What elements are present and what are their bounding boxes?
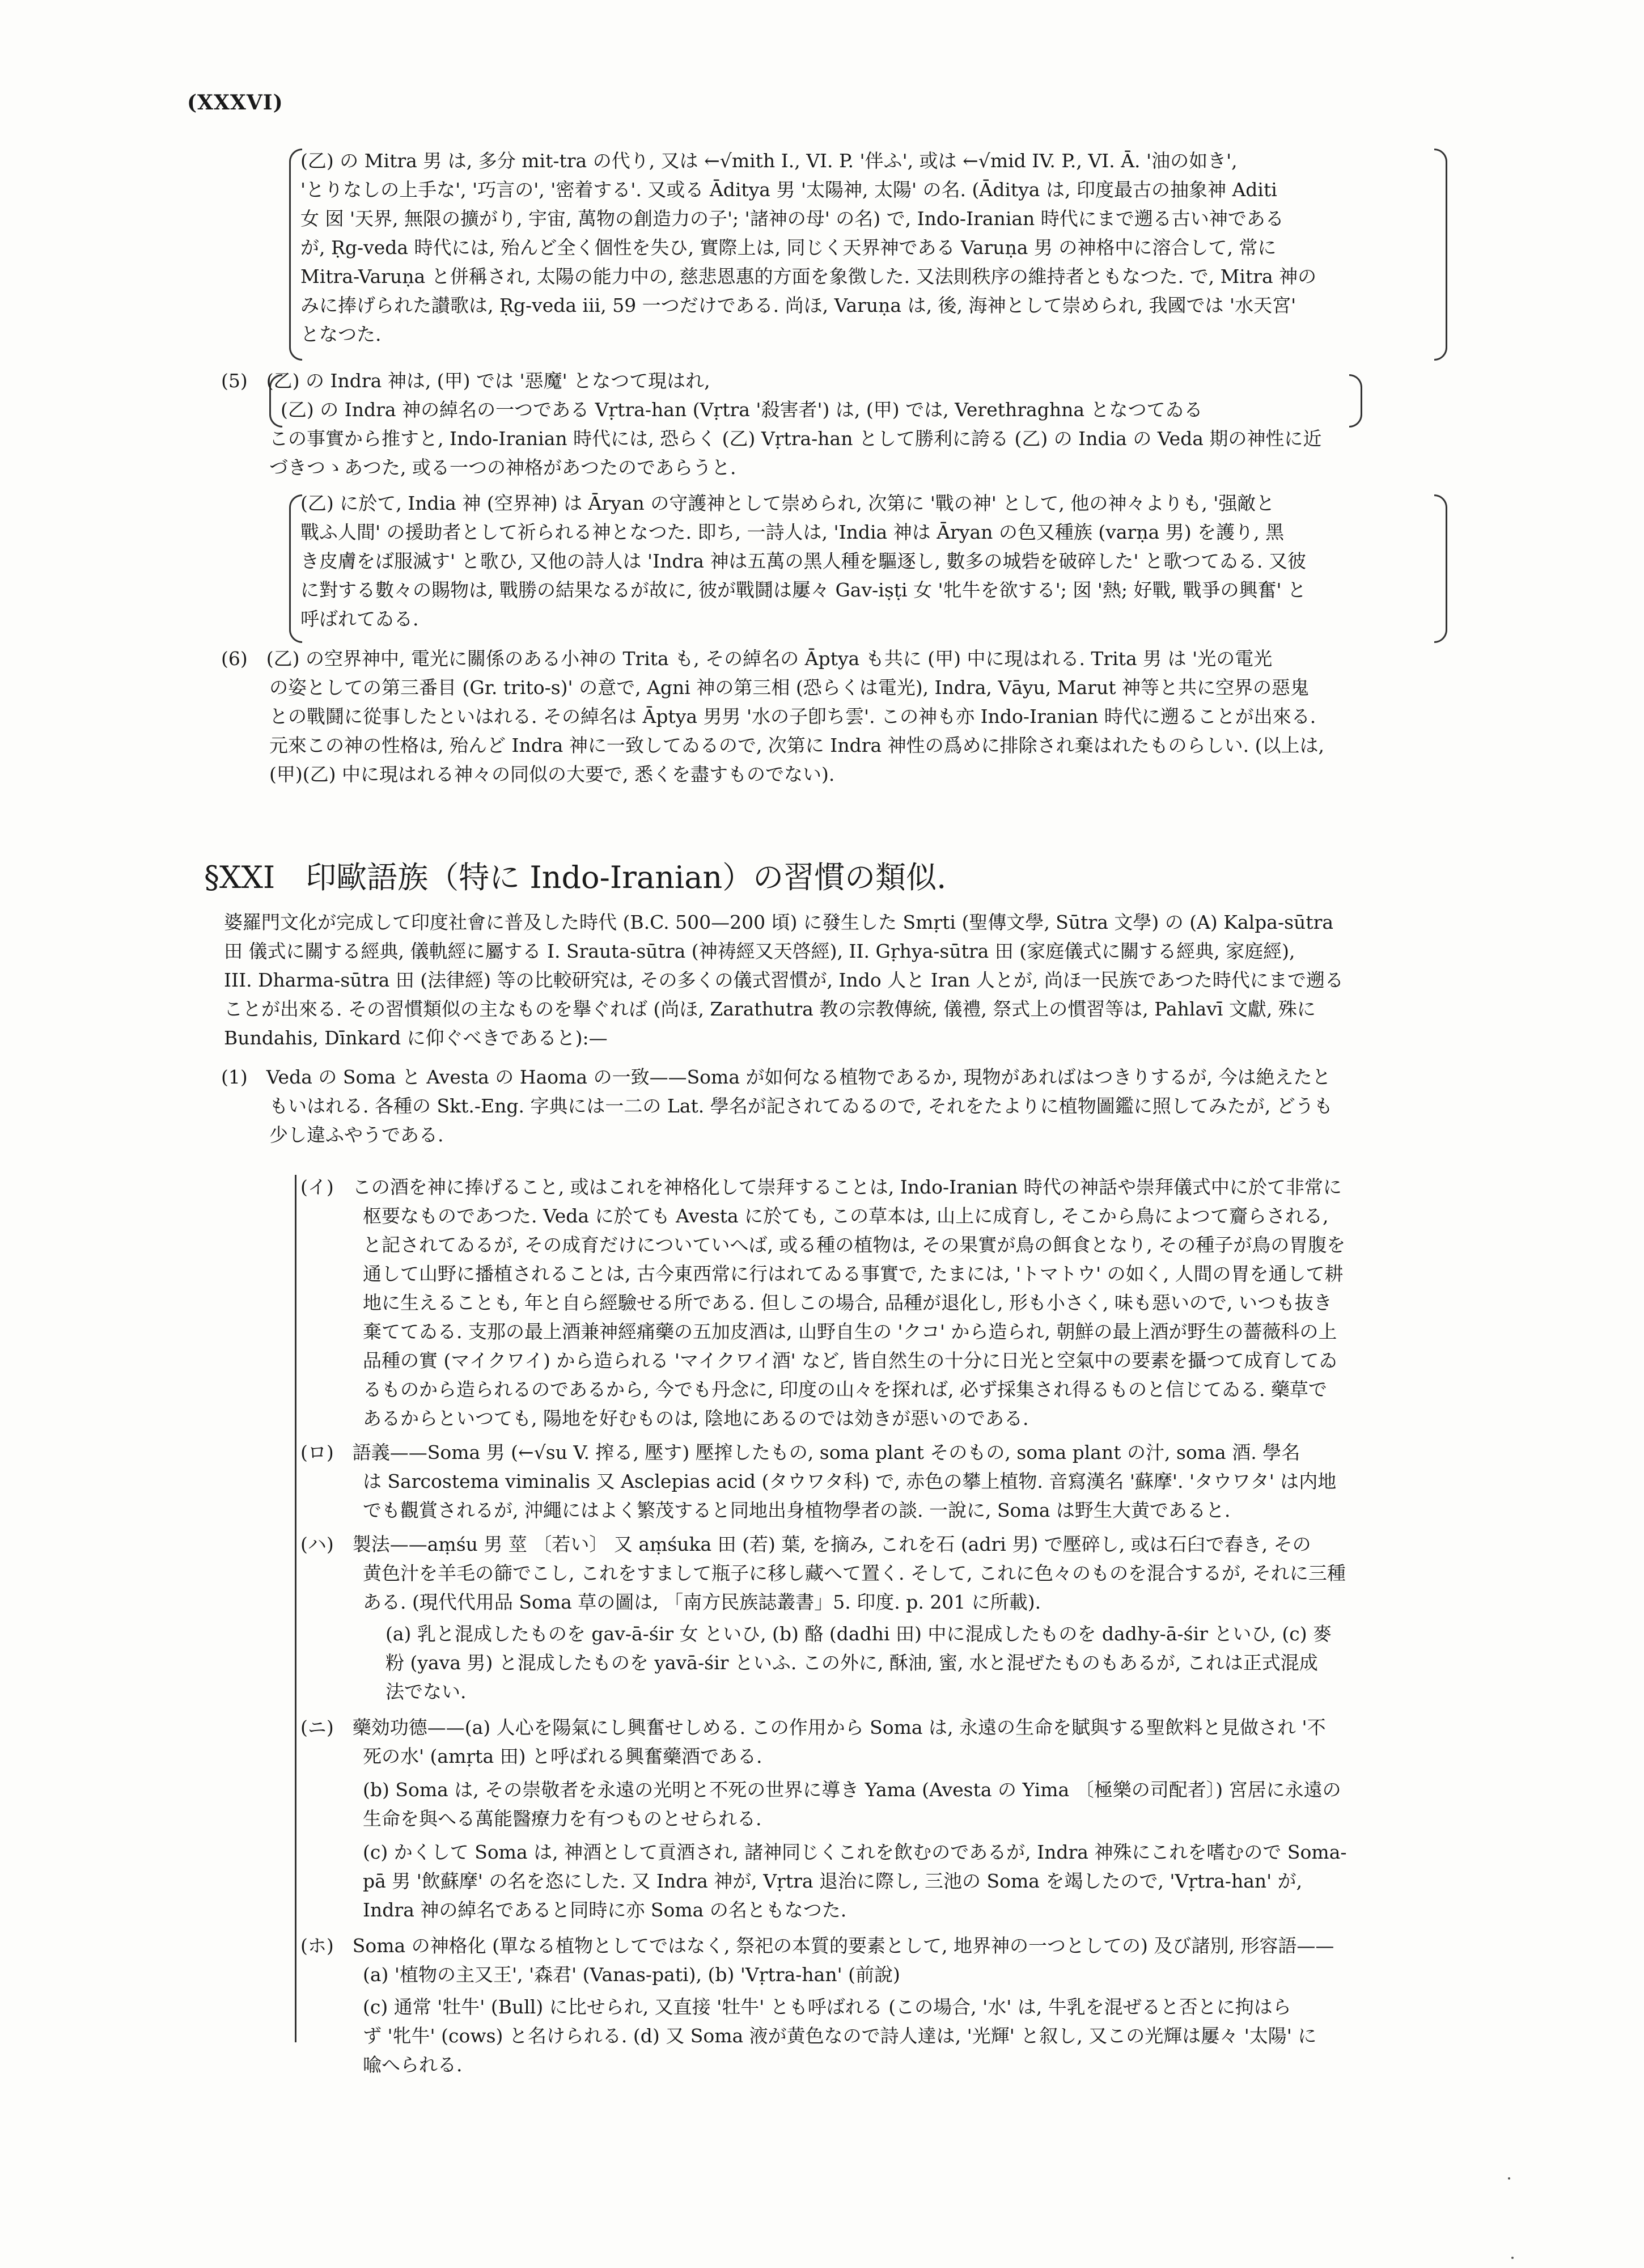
text-line: 法でない. — [385, 1681, 467, 1703]
text-line: づきつゝあつた, 或る一つの神格があつたのであらうと. — [269, 456, 736, 479]
text-line: 通して山野に播植されることは, 古今東西常に行はれてゐる事實で, たまには, 'トマトウ' の如く, 人間の胃を通して耕 — [363, 1263, 1344, 1285]
text-line: (ニ) 藥効功德——(a) 人心を陽氣にし興奮せしめる. この作用から Soma は, 永遠の生命を賦與する聖飲料と見做され '不 — [300, 1716, 1326, 1738]
text-line: は Sarcostema viminalis 又 Asclepias acid (タウワタ科) で, 赤色の攀上植物. 音寫漢名 '蘇摩'. 'タウワタ' は内地 — [363, 1470, 1337, 1492]
text-line: (ホ) Soma の神格化 (單なる植物としてではなく, 祭祀の本質的要素として, 地界神の一つとしての) 及び諸別, 形容語—— — [300, 1935, 1334, 1957]
text-line: この事實から推すと, Indo-Iranian 時代には, 恐らく (乙) Vṛtra-han として勝利に誇る (乙) の India の Veda 期の神性に近 — [269, 428, 1322, 450]
text-line: ず '牝牛' (cows) と名けられる. (d) 又 Soma 液が黄色なので詩人達は, '光輝' と叙し, 又この光輝は屢々 '太陽' に — [363, 2025, 1317, 2047]
text-line: 戰ふ人間' の援助者として祈られる神となつた. 即ち, 一詩人は, 'India 神は Āryan の色又種族 (varṇa 男) を護り, 黑 — [300, 521, 1285, 543]
text-line: (イ) この酒を神に捧げること, 或はこれを神格化して崇拜することは, Indo-Iranian 時代の神話や崇拜儀式中に於て非常に — [300, 1176, 1342, 1198]
text-line: 田 儀式に關する經典, 儀軌經に屬する I. Srauta-sūtra (神祷經又天啓經), II. Gṛhya-sūtra 田 (家庭儀式に關する經典, 家庭經), — [224, 940, 1295, 962]
text-line: 'とりなしの上手な', '巧言の', '密着する'. 又或る Āditya 男 '太陽神, 太陽' の名. (Āditya は, 印度最古の抽象神 Aditi — [300, 179, 1277, 201]
text-line: Indra 神の綽名であると同時に亦 Soma の名ともなつた. — [363, 1899, 847, 1921]
text-line: 黄色汁を羊毛の篩でこし, これをすまして瓶子に移し藏へて置く. そして, これに色々のものを混合するが, それに三種 — [363, 1562, 1346, 1584]
text-line: が, Ṛg-veda 時代には, 殆んど全く個性を失ひ, 實際上は, 同じく天界神である Varuṇa 男 の神格中に溶合して, 常に — [300, 236, 1277, 259]
text-line: もいはれる. 各種の Skt.-Eng. 字典には一二の Lat. 學名が記されてゐるので, それをたよりに植物圖鑑に照してみたが, どうも — [269, 1095, 1333, 1117]
text-line: (甲)(乙) 中に現はれる神々の同似の大要で, 悉くを盡すものでない). — [269, 763, 835, 785]
text-line: Bundahis, Dīnkard に仰ぐべきであると):— — [224, 1027, 608, 1049]
section-heading: §XXI 印歐語族（特に Indo-Iranian）の習慣の類似. — [204, 860, 947, 895]
text-line: (6) (乙) の空界神中, 電光に關係のある小神の Trita も, その綽名の Āptya も共に (甲) 中に現はれる. Trita 男 は '光の電光 — [221, 648, 1273, 670]
text-line: (c) かくして Soma は, 神酒として貢酒され, 諸神同じくこれを飲むのであるが, Indra 神殊にこれを嗜むので Soma- — [363, 1841, 1347, 1863]
text-line: (a) '植物の主又王', '森君' (Vanas-pati), (b) 'Vṛtra-han' (前說) — [363, 1964, 900, 1986]
text-line: (乙) の Indra 神の綽名の一つである Vṛtra-han (Vṛtra '殺害者') は, (甲) では, Verethraghna となつてゐる — [281, 399, 1203, 421]
right-brace-block-1 — [1434, 149, 1447, 361]
text-line: 婆羅門文化が完成して印度社會に普及した時代 (B.C. 500—200 頃) に發生した Smṛti (聖傳文學, Sūtra 文學) の (A) Kalpa-sūtra — [224, 911, 1334, 933]
text-line: (c) 通常 '牡牛' (Bull) に比せられ, 又直接 '牡牛' とも呼ばれる (この場合, '水' は, 牛乳を混ぜると否とに拘はら — [363, 1996, 1291, 2018]
text-line: 死の水' (amṛta 田) と呼ばれる興奮藥酒である. — [363, 1745, 762, 1767]
text-line: 喩へられる. — [363, 2054, 463, 2076]
text-line: みに捧げられた讃歌は, Ṛg-veda iii, 59 一つだけである. 尚ほ, Varuṇa は, 後, 海神として崇められ, 我國では '水天宮' — [300, 294, 1296, 316]
right-brace-item-5 — [1349, 374, 1362, 428]
text-line: pā 男 '飲蘇摩' の名を恣にした. 又 Indra 神が, Vṛtra 退治に際し, 三池の Soma を竭したので, 'Vṛtra-han' が, — [363, 1870, 1303, 1892]
text-line: 少し違ふやうである. — [269, 1124, 444, 1146]
text-line: (a) 乳と混成したものを gav-ā-śir 女 といひ, (b) 酪 (dadhi 田) 中に混成したものを dadhy-ā-śir といひ, (c) 麥 — [385, 1623, 1332, 1645]
scan-speck — [1508, 2177, 1510, 2180]
text-line: (ハ) 製法——aṃśu 男 莖 〔若い〕 又 aṃśuka 田 (若) 葉, を摘み, これを石 (adri 男) で壓碎し, 或は石臼で舂き, その — [300, 1533, 1311, 1555]
text-line: 粉 (yava 男) と混成したものを yavā-śir といふ. この外に, 酥油, 蜜, 水と混ぜたものもあるが, これは正式混成 — [385, 1652, 1318, 1674]
text-line: Mitra-Varuṇa と併稱され, 太陽の能力中の, 慈悲恩惠的方面を象徴した. 又法則秩序の維持者ともなつた. で, Mitra 神の — [300, 265, 1317, 287]
text-line: (5) (乙) の Indra 神は, (甲) では '惡魔' となつて現はれ, — [221, 370, 710, 392]
text-line: るものから造られるのであるから, 今でも丹念に, 印度の山々を探れば, 必ず採集され得るものと信じてゐる. 藥草で — [363, 1378, 1327, 1400]
page-number: (XXXVI) — [187, 91, 283, 115]
text-line: 女 囡 '天界, 無限の擴がり, 宇宙, 萬物の創造力の子'; '諸神の母' の名) で, Indo-Iranian 時代にまで遡る古い神である — [300, 208, 1284, 230]
text-line: III. Dharma-sūtra 田 (法律經) 等の比較研究は, その多くの儀式習慣が, Indo 人と Iran 人とが, 尚ほ一民族であつた時代にまで遡る — [224, 969, 1344, 991]
text-line: 生命を與へる萬能醫療力を有つものとせられる. — [363, 1808, 762, 1830]
text-line: (1) Veda の Soma と Avesta の Haoma の一致——Soma が如何なる植物であるか, 現物があればはつきりするが, 今は絶えたと — [221, 1066, 1331, 1088]
text-line: あるからといつても, 陽地を好むものは, 陰地にあるのでは効きが惡いのである. — [363, 1407, 1029, 1429]
scan-speck — [1511, 2257, 1514, 2259]
text-line: に對する數々の賜物は, 戰勝の結果なるが故に, 彼が戰鬪は屢々 Gav-iṣṭi 女 '牝牛を欲する'; 囡 '熱; 好戰, 戰爭の興奮' と — [300, 579, 1307, 601]
text-line: の姿としての第三番目 (Gr. trito-s)' の意で, Agni 神の第三相 (恐らくは電光), Indra, Vāyu, Marut 神等と共に空界の惡鬼 — [269, 676, 1310, 699]
text-line: となつた. — [300, 323, 382, 345]
text-line: (乙) の Mitra 男 は, 多分 mit-tra の代り, 又は ←√mith I., VI. P. '伴ふ', 或は ←√mid IV. P., VI. Ā. '油の如き', — [300, 150, 1238, 172]
text-line: き皮膚をば服滅す' と歌ひ, 又他の詩人は 'Indra 神は五萬の黑人種を驅逐し, 數多の城砦を破碎した' と歌つてゐる. 又彼 — [300, 550, 1306, 572]
text-line: (乙) に於て, India 神 (空界神) は Āryan の守護神として崇められ, 次第に '戰の神' として, 他の神々よりも, '强敵と — [300, 492, 1275, 514]
text-line: 棄ててゐる. 支那の最上酒兼神經痛藥の五加皮酒は, 山野自生の 'クコ' から造られ, 朝鮮の最上酒が野生の薔薇科の上 — [363, 1321, 1337, 1343]
text-line: ある. (現代代用品 Soma 草の圖は, 「南方民族誌叢書」5. 印度. p. 201 に所載). — [363, 1591, 1041, 1613]
right-brace-block-2 — [1434, 494, 1447, 643]
text-line: 呼ばれてゐる. — [300, 608, 419, 630]
text-line: と記されてゐるが, その成育だけについていへば, 或る種の植物は, その果實が鳥の餌食となり, その種子が鳥の胃腹を — [363, 1234, 1346, 1256]
text-line: (b) Soma は, その崇敬者を永遠の光明と不死の世界に導き Yama (Avesta の Yima 〔極樂の司配者〕) 宮居に永遠の — [363, 1779, 1341, 1801]
text-line: (ロ) 語義——Soma 男 (←√su V. 搾る, 壓す) 壓搾したもの, soma plant そのもの, soma plant の汁, soma 酒. 學名 — [300, 1441, 1300, 1463]
text-line: との戰鬪に從事したといはれる. その綽名は Āptya 男男 '水の子卽ち雲'. この神も亦 Indo-Iranian 時代に遡ることが出來る. — [269, 705, 1316, 727]
text-line: でも觀賞されるが, 沖繩にはよく繁茂すると同地出身植物學者の談. 一說に, Soma は野生大黄であると. — [363, 1499, 1231, 1521]
text-line: 元來この神の性格は, 殆んど Indra 神に一致してゐるので, 次第に Indra 神性の爲めに排除され棄はれたものらしい. (以上は, — [269, 734, 1324, 756]
text-line: ことが出來る. その習慣類似の主なものを擧ぐれば (尚ほ, Zarathutra 教の宗教傳統, 儀禮, 祭式上の慣習等は, Pahlavī 文獻, 殊に — [224, 998, 1316, 1020]
text-line: 枢要なものであつた. Veda に於ても Avesta に於ても, この草本は, 山上に成育し, そこから鳥によつて齎らされる, — [363, 1205, 1329, 1227]
text-line: 地に生えることも, 年と自ら經驗せる所である. 但しこの場合, 品種が退化し, 形も小さく, 味も惡いので, いつも抜き — [363, 1292, 1332, 1314]
vertical-rule-soma — [295, 1175, 296, 2042]
text-line: 品種の實 (マイクワイ) から造られる 'マイクワイ酒' など, 皆自然生の十分に日光と空氣中の要素を攝つて成育してゐ — [363, 1349, 1338, 1372]
